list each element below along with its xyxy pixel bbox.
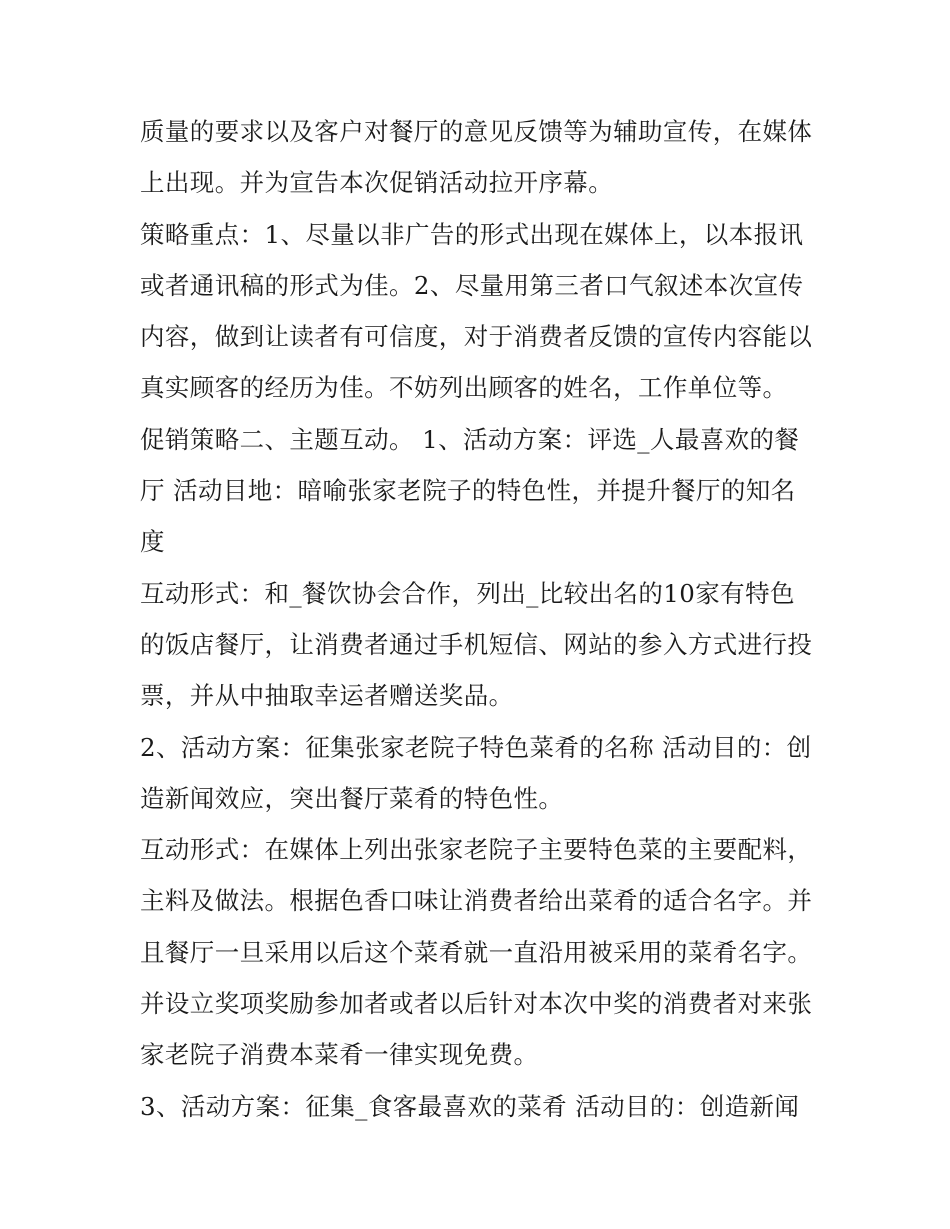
text-line: 度 [140,527,165,557]
document-body [140,106,820,1132]
text-line: 造新闻效应，突出餐厅菜肴的特色性。 [140,783,564,813]
text-line: 互动形式：在媒体上列出张家老院子主要特色菜的主要配料， [140,835,813,865]
text-line: 并设立奖项奖励参加者或者以后针对本次中奖的消费者对来张 [140,989,813,1019]
text-line: 策略重点：1、尽量以非广告的形式出现在媒体上，以本报讯 [140,219,804,249]
text-line: 主料及做法。根据色香口味让消费者给出菜肴的适合名字。并 [140,886,813,916]
text-line: 的饭店餐厅，让消费者通过手机短信、网站的参入方式进行投 [140,629,813,659]
text-line: 2、活动方案：征集张家老院子特色菜肴的名称 活动目的：创 [140,732,812,762]
text-line: 真实顾客的经历为佳。不妨列出顾客的姓名，工作单位等。 [140,373,788,403]
text-line: 家老院子消费本菜肴一律实现免费。 [140,1040,539,1070]
text-line: 上出现。并为宣告本次促销活动拉开序幕。 [140,168,614,198]
text-line: 厅 活动目地：暗喻张家老院子的特色性，并提升餐厅的知名 [140,476,796,506]
text-line: 票，并从中抽取幸运者赠送奖品。 [140,681,514,711]
text-line: 促销策略二、主题互动。 1、活动方案：评选_人最喜欢的餐 [140,424,800,454]
text-line: 质量的要求以及客户对餐厅的意见反馈等为辅助宣传，在媒体 [140,117,813,146]
text-line: 或者通讯稿的形式为佳。2、尽量用第三者口气叙述本次宣传 [140,270,804,300]
text-line: 且餐厅一旦采用以后这个菜肴就一直沿用被采用的菜肴名字。 [140,937,813,967]
text-line: 互动形式：和_餐饮协会合作，列出_比较出名的10家有特色 [140,578,795,608]
text-line: 3、活动方案：征集_食客最喜欢的菜肴 活动目的：创造新闻 [140,1091,800,1121]
text-line: 内容，做到让读者有可信度，对于消费者反馈的宣传内容能以 [140,322,813,352]
